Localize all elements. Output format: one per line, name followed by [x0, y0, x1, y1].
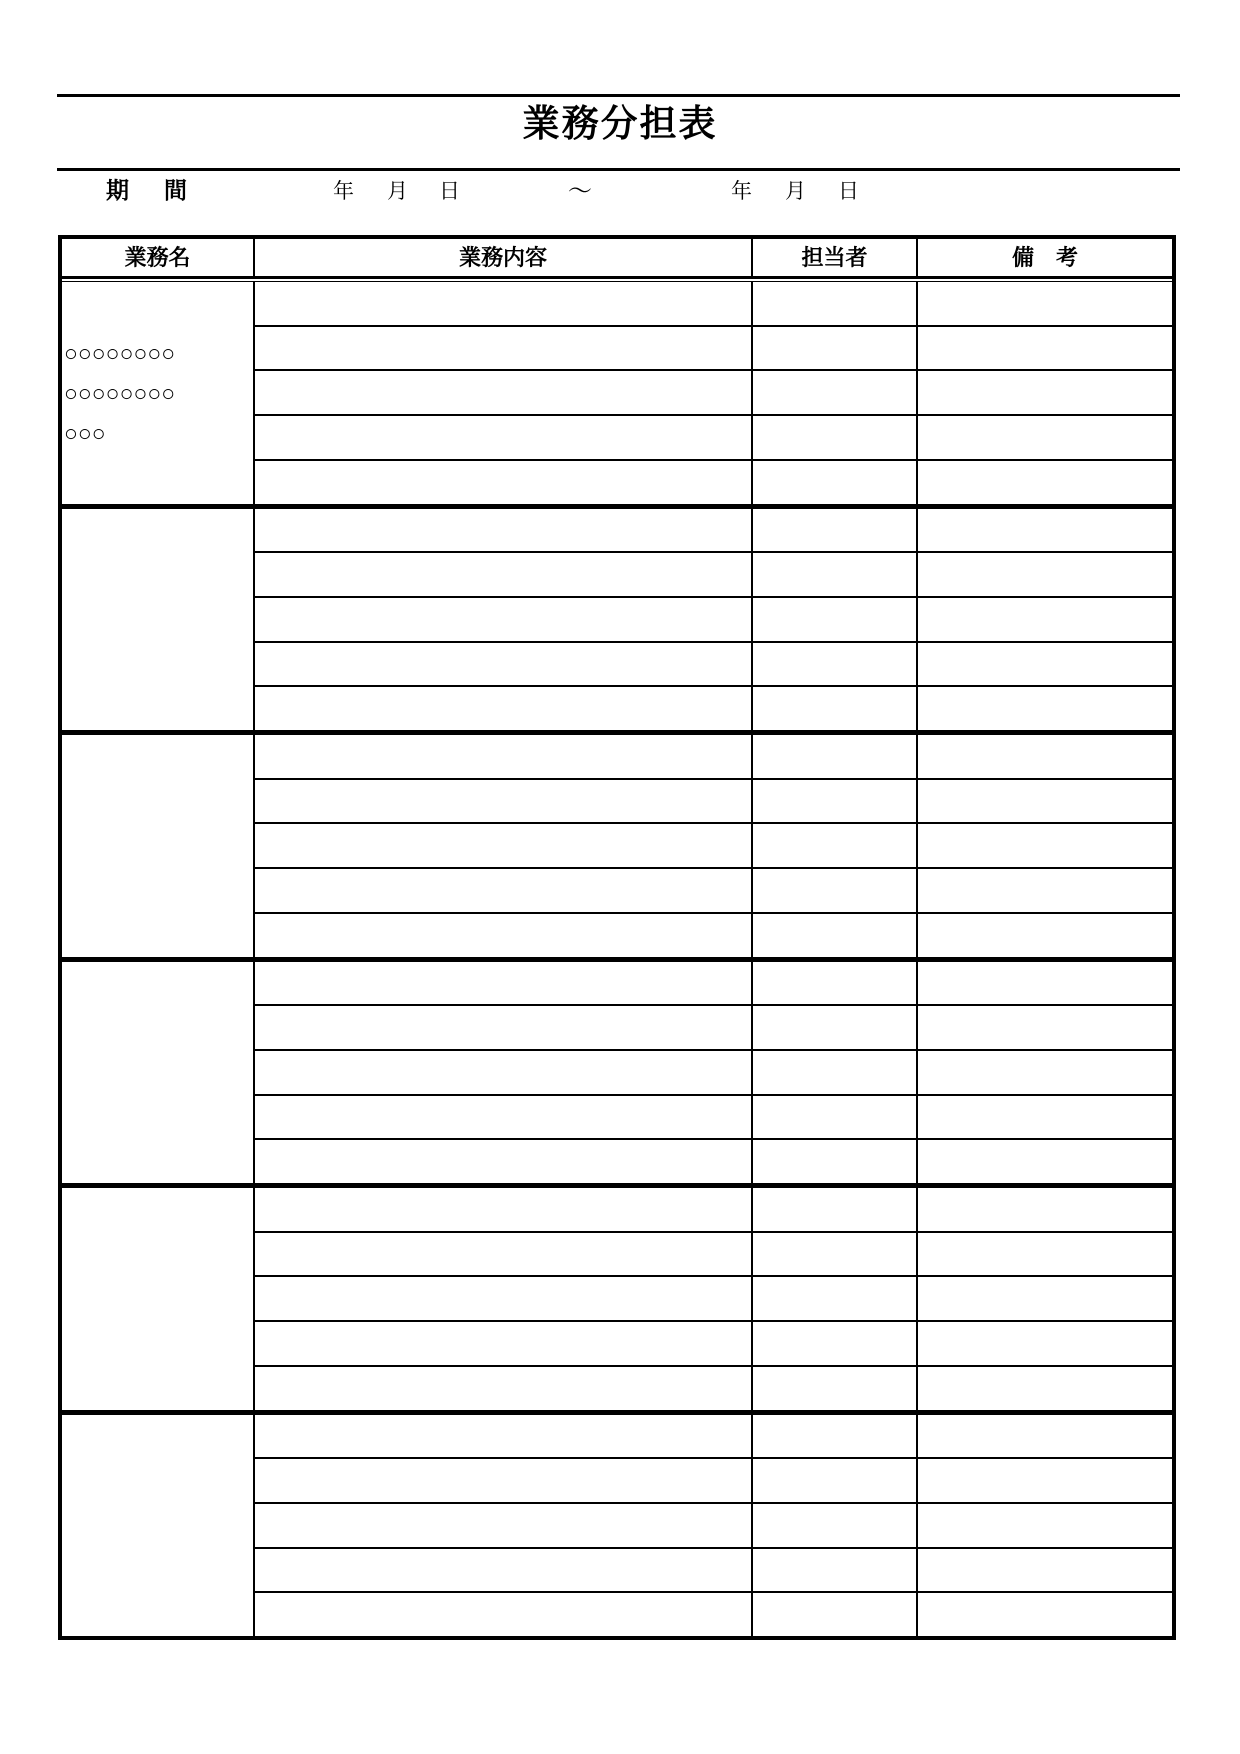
- assignee-cell[interactable]: [753, 461, 918, 504]
- remarks-cell[interactable]: [918, 1459, 1172, 1502]
- remarks-cell[interactable]: [918, 598, 1172, 641]
- task-detail-cell[interactable]: [255, 962, 753, 1005]
- period-label: 期 間: [106, 177, 193, 203]
- assignee-cell[interactable]: [753, 643, 918, 686]
- table-row: [255, 461, 1172, 504]
- table-row: [255, 780, 1172, 825]
- task-detail-cell[interactable]: [255, 869, 753, 912]
- table-row: [255, 416, 1172, 461]
- assignee-cell[interactable]: [753, 824, 918, 867]
- task-name-cell[interactable]: [62, 962, 255, 1184]
- table-row: [255, 1504, 1172, 1549]
- assignee-cell[interactable]: [753, 1549, 918, 1592]
- period-start-month-label: 月: [387, 180, 408, 203]
- task-detail-cell[interactable]: [255, 1140, 753, 1183]
- table-row: [255, 824, 1172, 869]
- period-end-month-label: 月: [785, 180, 806, 203]
- title-bottom-rule: [57, 168, 1180, 171]
- remarks-cell[interactable]: [918, 371, 1172, 414]
- table-row: [255, 1415, 1172, 1460]
- assignee-cell[interactable]: [753, 914, 918, 957]
- remarks-cell[interactable]: [918, 1006, 1172, 1049]
- task-section: [62, 1188, 1172, 1415]
- assignee-cell[interactable]: [753, 1051, 918, 1094]
- table-row: [255, 1549, 1172, 1594]
- task-name-cell[interactable]: [62, 509, 255, 731]
- task-detail-cell[interactable]: [255, 1322, 753, 1365]
- assignee-cell[interactable]: [753, 1459, 918, 1502]
- header-remarks: 備 考: [1011, 244, 1078, 270]
- task-detail-cell[interactable]: [255, 1233, 753, 1276]
- task-detail-cell[interactable]: [255, 1277, 753, 1320]
- task-detail-cell[interactable]: [255, 553, 753, 596]
- assignee-cell[interactable]: [753, 1322, 918, 1365]
- assignee-cell[interactable]: [753, 1415, 918, 1458]
- assignee-cell[interactable]: [753, 1593, 918, 1636]
- task-detail-cell[interactable]: [255, 461, 753, 504]
- remarks-cell[interactable]: [918, 282, 1172, 325]
- task-section: [62, 1415, 1172, 1637]
- task-name-cell[interactable]: [62, 1415, 255, 1637]
- assignee-cell[interactable]: [753, 598, 918, 641]
- task-section: [62, 735, 1172, 962]
- table-row: [255, 914, 1172, 957]
- table-row: [255, 1140, 1172, 1183]
- task-detail-cell[interactable]: [255, 1006, 753, 1049]
- table-row: [255, 1277, 1172, 1322]
- remarks-cell[interactable]: [918, 735, 1172, 778]
- table-row: [255, 1096, 1172, 1141]
- task-name-placeholder-line: ○○○○○○○○: [64, 339, 176, 366]
- remarks-cell[interactable]: [918, 780, 1172, 823]
- table-row: [255, 1367, 1172, 1410]
- assignee-cell[interactable]: [753, 1096, 918, 1139]
- assignee-cell[interactable]: [753, 553, 918, 596]
- remarks-cell[interactable]: [918, 869, 1172, 912]
- table-row: [255, 1051, 1172, 1096]
- table-row: [255, 1006, 1172, 1051]
- assignee-cell[interactable]: [753, 371, 918, 414]
- task-name-placeholder-line: ○○○○○○○○: [64, 379, 176, 406]
- remarks-cell[interactable]: [918, 416, 1172, 459]
- period-end-year-label: 年: [731, 180, 752, 203]
- assignee-cell[interactable]: [753, 1006, 918, 1049]
- table-row: [255, 687, 1172, 730]
- table-row: [255, 643, 1172, 688]
- assignee-cell[interactable]: [753, 416, 918, 459]
- table-row: [255, 282, 1172, 327]
- table-row: [255, 869, 1172, 914]
- section-rows: [255, 1188, 1172, 1410]
- task-detail-cell[interactable]: [255, 1367, 753, 1410]
- remarks-cell[interactable]: [918, 1415, 1172, 1458]
- title-top-rule: [57, 94, 1180, 97]
- remarks-cell[interactable]: [918, 1051, 1172, 1094]
- assignee-cell[interactable]: [753, 962, 918, 1005]
- task-detail-cell[interactable]: [255, 509, 753, 552]
- task-name-cell[interactable]: [62, 282, 255, 504]
- table-row: [255, 509, 1172, 554]
- table-row: [255, 553, 1172, 598]
- assignee-cell[interactable]: [753, 1233, 918, 1276]
- page-title: 業務分担表: [522, 103, 718, 144]
- table-row: [255, 1459, 1172, 1504]
- table-row: [255, 1188, 1172, 1233]
- remarks-cell[interactable]: [918, 1233, 1172, 1276]
- assignee-cell[interactable]: [753, 1140, 918, 1183]
- period-end-day-label: 日: [838, 180, 859, 203]
- assignee-cell[interactable]: [753, 735, 918, 778]
- period-start-year-label: 年: [333, 180, 354, 203]
- section-rows: [255, 1415, 1172, 1637]
- period-separator: ～: [568, 178, 592, 205]
- assignee-cell[interactable]: [753, 780, 918, 823]
- task-detail-cell[interactable]: [255, 598, 753, 641]
- table-body: [62, 282, 1172, 1636]
- assignment-table: [58, 235, 1176, 1640]
- assignee-cell[interactable]: [753, 1277, 918, 1320]
- task-detail-cell[interactable]: [255, 1549, 753, 1592]
- task-detail-cell[interactable]: [255, 687, 753, 730]
- remarks-cell[interactable]: [918, 461, 1172, 504]
- task-detail-cell[interactable]: [255, 780, 753, 823]
- table-row: [255, 1593, 1172, 1636]
- remarks-cell[interactable]: [918, 1096, 1172, 1139]
- remarks-cell[interactable]: [918, 687, 1172, 730]
- task-detail-cell[interactable]: [255, 371, 753, 414]
- table-row: [255, 735, 1172, 780]
- task-detail-cell[interactable]: [255, 282, 753, 325]
- assignee-cell[interactable]: [753, 687, 918, 730]
- assignee-cell[interactable]: [753, 509, 918, 552]
- task-detail-cell[interactable]: [255, 735, 753, 778]
- task-detail-cell[interactable]: [255, 1504, 753, 1547]
- task-detail-cell[interactable]: [255, 643, 753, 686]
- assignee-cell[interactable]: [753, 1188, 918, 1231]
- period-start-day-label: 日: [439, 180, 460, 203]
- remarks-cell[interactable]: [918, 553, 1172, 596]
- remarks-cell[interactable]: [918, 1504, 1172, 1547]
- section-rows: [255, 282, 1172, 504]
- task-detail-cell[interactable]: [255, 914, 753, 957]
- remarks-cell[interactable]: [918, 1549, 1172, 1592]
- assignee-cell[interactable]: [753, 1504, 918, 1547]
- assignee-cell[interactable]: [753, 869, 918, 912]
- task-name-placeholder-line: ○○○: [64, 419, 106, 446]
- table-header-row: [62, 239, 1172, 276]
- task-detail-cell[interactable]: [255, 1593, 753, 1636]
- task-detail-cell[interactable]: [255, 1096, 753, 1139]
- remarks-cell[interactable]: [918, 1277, 1172, 1320]
- remarks-cell[interactable]: [918, 1322, 1172, 1365]
- section-rows: [255, 962, 1172, 1184]
- task-detail-cell[interactable]: [255, 1415, 753, 1458]
- remarks-cell[interactable]: [918, 962, 1172, 1005]
- remarks-cell[interactable]: [918, 643, 1172, 686]
- task-name-cell[interactable]: [62, 1188, 255, 1410]
- assignee-cell[interactable]: [753, 327, 918, 370]
- remarks-cell[interactable]: [918, 824, 1172, 867]
- remarks-cell[interactable]: [918, 1188, 1172, 1231]
- header-task-detail: 業務内容: [255, 239, 753, 276]
- assignee-cell[interactable]: [753, 1367, 918, 1410]
- section-rows: [255, 735, 1172, 957]
- remarks-cell[interactable]: [918, 509, 1172, 552]
- task-section: [62, 282, 1172, 509]
- task-name-cell[interactable]: [62, 735, 255, 957]
- remarks-cell[interactable]: [918, 1593, 1172, 1636]
- remarks-cell[interactable]: [918, 327, 1172, 370]
- task-detail-cell[interactable]: [255, 327, 753, 370]
- task-detail-cell[interactable]: [255, 824, 753, 867]
- table-row: [255, 598, 1172, 643]
- section-rows: [255, 509, 1172, 731]
- table-row: [255, 1233, 1172, 1278]
- task-detail-cell[interactable]: [255, 1459, 753, 1502]
- task-detail-cell[interactable]: [255, 1051, 753, 1094]
- header-task-name: 業務名: [62, 239, 255, 276]
- remarks-cell[interactable]: [918, 1367, 1172, 1410]
- remarks-cell[interactable]: [918, 1140, 1172, 1183]
- table-row: [255, 371, 1172, 416]
- table-row: [255, 962, 1172, 1007]
- header-assignee: 担当者: [753, 239, 918, 276]
- table-row: [255, 1322, 1172, 1367]
- task-section: [62, 962, 1172, 1189]
- task-detail-cell[interactable]: [255, 416, 753, 459]
- task-section: [62, 509, 1172, 736]
- assignee-cell[interactable]: [753, 282, 918, 325]
- table-row: [255, 327, 1172, 372]
- remarks-cell[interactable]: [918, 914, 1172, 957]
- task-detail-cell[interactable]: [255, 1188, 753, 1231]
